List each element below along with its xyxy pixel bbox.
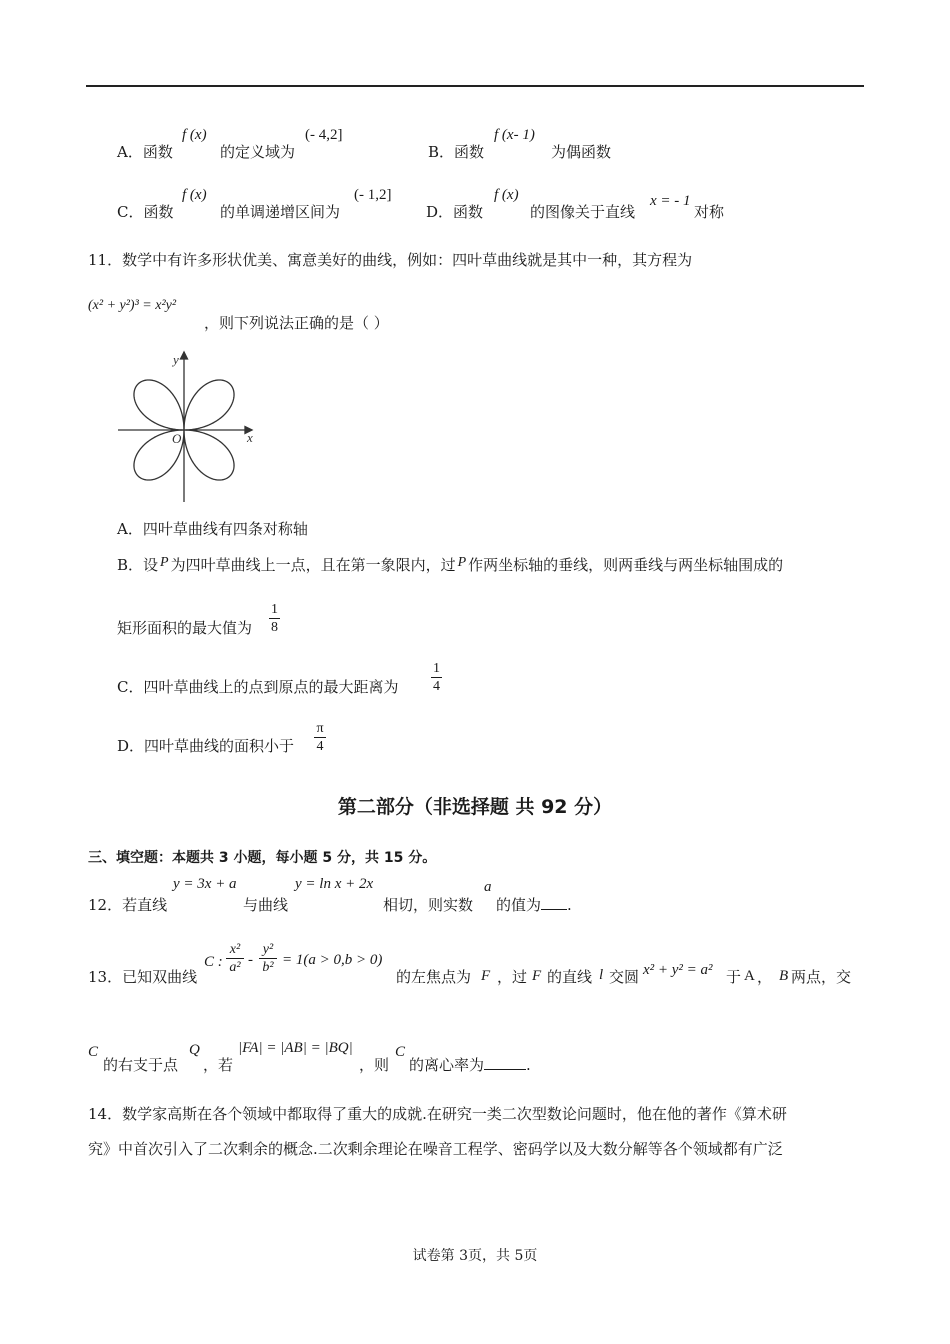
q10-option-d-label: D．函数	[426, 203, 484, 221]
q10-option-d-equation: x = - 1	[650, 193, 691, 209]
q13-minus: -	[248, 952, 253, 968]
q10-option-c-fx: f (x)	[182, 187, 207, 203]
q13-C-1: C	[88, 1044, 99, 1060]
q12-curve-equation: y = ln x + 2x	[295, 876, 374, 892]
q13-F-1: F	[481, 968, 491, 984]
q13-text-3: 的直线	[547, 968, 593, 986]
q13-text-4: 交圆	[609, 968, 640, 986]
q13-fraction-x: x² a²	[226, 941, 244, 976]
q10-option-a-fx: f (x)	[182, 127, 207, 143]
q13-F-2: F	[532, 968, 542, 984]
q13-condition: = 1(a > 0,b > 0)	[282, 952, 383, 968]
q13-text-1: 的左焦点为	[396, 968, 472, 986]
q11-option-a: A．四叶草曲线有四条对称轴	[117, 520, 308, 538]
q13-C-2: C	[395, 1044, 406, 1060]
q10-option-d-fx: f (x)	[494, 187, 519, 203]
q11-option-d-fraction: π 4	[314, 720, 326, 755]
q10-option-c-interval: (- 1,2]	[354, 187, 392, 203]
q13-comma: ，	[757, 968, 773, 986]
q12-text: 与曲线	[243, 896, 289, 914]
q13-curve-name: C :	[204, 954, 223, 970]
q13-text-6: 两点，交	[791, 968, 852, 986]
q13-number: 13．已知双曲线	[88, 968, 198, 986]
q13-text-5: 于	[726, 968, 742, 986]
q13-line-l: l	[599, 967, 604, 983]
q11-option-b-line1: B．设 P 为四叶草曲线上一点，且在第一象限内，过 P 作两坐标轴的垂线，则两垂线与两坐标轴围成的	[117, 555, 784, 574]
q13-Q: Q	[189, 1042, 200, 1058]
part-two-title: 第二部分（非选择题 共 92 分）	[337, 796, 613, 818]
page-footer: 试卷第 3页，共 5页	[412, 1248, 538, 1264]
q12-var: a	[484, 879, 492, 895]
q13-fraction-y: y² b²	[259, 941, 277, 976]
q13-point-A: A	[744, 968, 755, 984]
section-three-heading: 三、填空题：本题共 3 小题，每小题 5 分，共 15 分。	[88, 850, 437, 866]
q10-option-d-text: 的图像关于直线	[530, 203, 636, 221]
q12-line-equation: y = 3x + a	[173, 876, 237, 892]
q11-option-b-line2: 矩形面积的最大值为	[117, 619, 253, 637]
q14-line-2: 究》中首次引入了二次剩余的概念.二次剩余理论在噪音工程学、密码学以及大数分解等各个领域都有广泛	[88, 1140, 783, 1158]
q12-number: 12．若直线	[88, 896, 168, 914]
q13-point-B: B	[779, 968, 789, 984]
q13-condition-2: |FA| = |AB| = |BQ|	[238, 1040, 353, 1056]
q13-line2-text-4: 的离心率为 .	[409, 1056, 531, 1074]
q10-option-a-text: 的定义域为	[220, 143, 296, 161]
q12-text-3: 的值为 .	[496, 896, 572, 914]
q13-line2-text-1: 的右支于点	[103, 1056, 179, 1074]
q14-line-1: 14．数学家高斯在各个领域中都取得了重大的成就.在研究一类二次型数论问题时，他在他的著作《算术研	[88, 1105, 787, 1123]
q13-text-2: ，过	[497, 968, 528, 986]
q12-text-2: 相切，则实数	[383, 896, 474, 914]
y-axis-arrow	[181, 352, 188, 359]
q13-line2-text-3: ，则	[359, 1056, 390, 1074]
origin-label: O	[172, 431, 182, 446]
q13-line2-text-2: ，若	[203, 1056, 234, 1074]
q12-answer-blank[interactable]	[541, 909, 567, 910]
q11-stem: 11．数学中有许多形状优美、寓意美好的曲线，例如：四叶草曲线就是其中一种，其方程为	[88, 251, 693, 269]
q13-circle-equation: x² + y² = a²	[643, 962, 713, 978]
q11-equation: (x² + y²)³ = x²y²	[88, 298, 177, 313]
q10-option-b-fx: f (x- 1)	[494, 127, 535, 143]
q11-option-b-fraction: 1 8	[271, 602, 278, 635]
four-leaf-curve-figure	[112, 348, 262, 506]
q11-option-c: C．四叶草曲线上的点到原点的最大距离为	[117, 678, 399, 696]
q11-option-c-fraction: 1 4	[433, 661, 440, 694]
q10-option-a-label: A．函数	[117, 143, 173, 161]
x-axis-label: x	[247, 430, 253, 445]
q10-option-c-label: C．函数	[117, 203, 174, 221]
q11-option-d: D．四叶草曲线的面积小于	[117, 737, 295, 755]
header-rule	[86, 85, 864, 87]
q10-option-d-end: 对称	[694, 203, 725, 221]
q13-answer-blank[interactable]	[484, 1069, 526, 1070]
q10-option-b-text: 为偶函数	[551, 143, 612, 161]
q10-option-c-text: 的单调递增区间为	[220, 203, 341, 221]
y-axis-label: y	[173, 352, 179, 367]
q10-option-a-interval: (- 4,2]	[305, 127, 343, 143]
q11-stem-2: ，则下列说法正确的是（ ）	[204, 314, 389, 332]
q10-option-b-label: B．函数	[428, 143, 485, 161]
